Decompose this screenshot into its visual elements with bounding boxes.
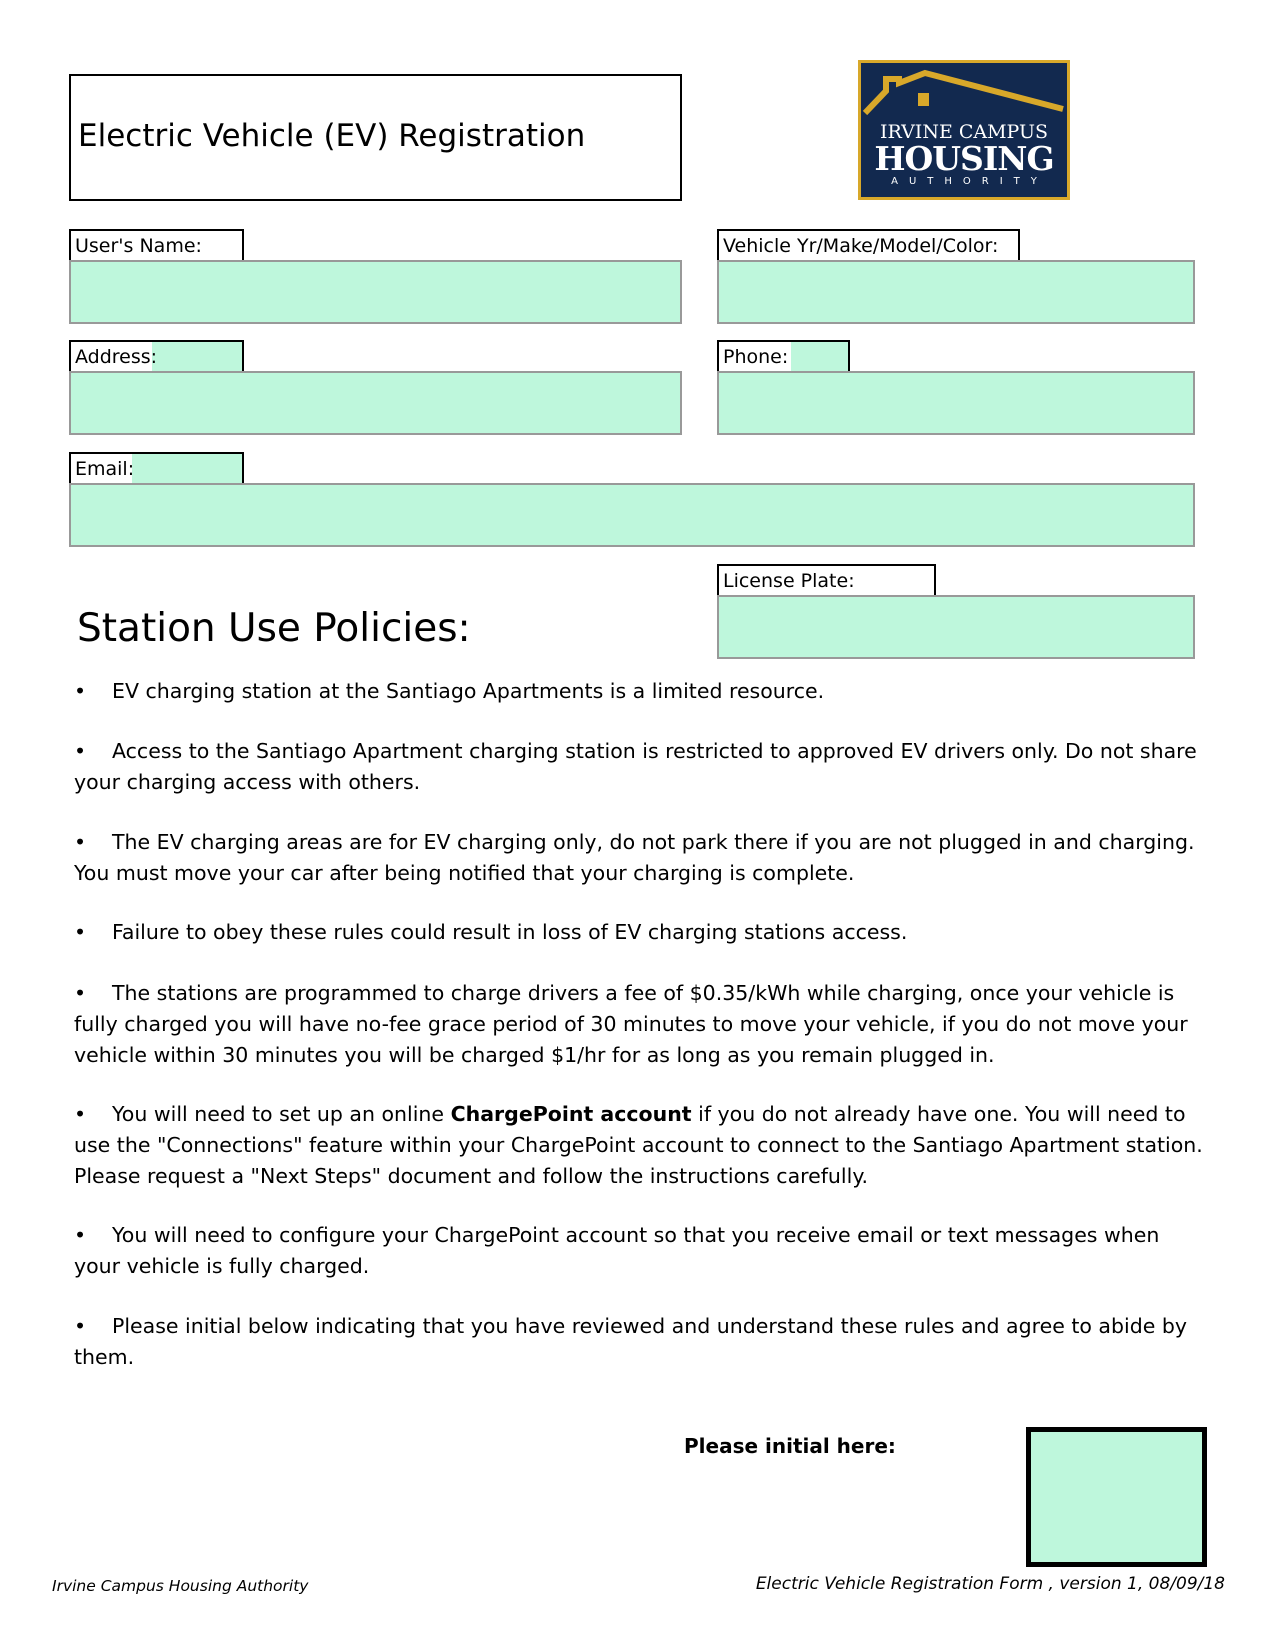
address-label-fill — [152, 342, 242, 371]
policy-item-7 — [74, 1220, 1204, 1282]
phone-label — [717, 340, 850, 373]
email-label — [69, 452, 244, 485]
bullet: • — [74, 920, 87, 944]
bullet: • — [74, 1223, 87, 1247]
users-name-label-text: User's Name: — [75, 235, 202, 257]
page-title: Electric Vehicle (EV) Registration — [78, 118, 586, 154]
policy-text-after: if you do not already have one. You will need to use the "Connections" feature within your ChargePoint account to connect to the Santiago Apartment station. Please request a "Next Steps" document and follow the instructions carefully. — [74, 1102, 1203, 1188]
policy-item-5 — [74, 978, 1204, 1071]
footer-right: Electric Vehicle Registration Form , version 1, 08/09/18 — [755, 1574, 1225, 1594]
bullet: • — [74, 830, 87, 854]
policy-text-before: You will need to set up an online — [112, 1102, 451, 1126]
bullet: • — [74, 981, 87, 1005]
bullet: • — [74, 1102, 87, 1126]
initial-label: Please initial here: — [684, 1434, 896, 1458]
policy-text: EV charging station at the Santiago Apartments is a limited resource. — [112, 679, 825, 703]
bullet: • — [74, 679, 87, 703]
policies-heading: Station Use Policies: — [77, 606, 471, 651]
users-name-label — [69, 229, 244, 262]
email-label-text: Email: — [75, 458, 135, 480]
title-box — [69, 74, 682, 201]
policy-item-3 — [74, 827, 1204, 889]
policy-text: Please initial below indicating that you have reviewed and understand these rules and agree to abide by them. — [74, 1314, 1187, 1369]
housing-authority-logo — [858, 60, 1070, 200]
policy-text: Failure to obey these rules could result in loss of EV charging stations access. — [112, 920, 908, 944]
policy-text: You will need to configure your ChargePoint account so that you receive email or text messages when your vehicle is fully charged. — [74, 1223, 1160, 1278]
vehicle-field[interactable] — [717, 260, 1195, 324]
policy-text: The stations are programmed to charge drivers a fee of $0.35/kWh while charging, once your vehicle is fully charged you will have no-fee grace period of 30 minutes to move your vehicle, if you do not move your vehicle within 30 minutes you will be charged $1/hr for as long as you remain plugged in. — [74, 981, 1188, 1067]
vehicle-label-text: Vehicle Yr/Make/Model/Color: — [723, 235, 999, 257]
users-name-field[interactable] — [69, 260, 682, 324]
address-label — [69, 340, 244, 373]
policy-text: The EV charging areas are for EV charging only, do not park there if you are not plugged in and charging. You must move your car after being notified that your charging is complete. — [74, 830, 1195, 885]
initial-field[interactable] — [1026, 1427, 1207, 1567]
logo-line-3: AUTHORITY — [891, 176, 1048, 187]
policy-item-4 — [74, 917, 1204, 948]
policy-item-6 — [74, 1099, 1204, 1192]
bullet: • — [74, 1314, 87, 1338]
address-field[interactable] — [69, 371, 682, 435]
license-plate-label — [717, 564, 936, 597]
license-plate-field[interactable] — [717, 595, 1195, 659]
phone-label-text: Phone: — [723, 346, 789, 368]
logo-line-2: HOUSING — [874, 139, 1054, 178]
logo-line-1: IRVINE CAMPUS — [879, 121, 1049, 143]
policy-item-2 — [74, 736, 1204, 798]
phone-label-fill — [791, 342, 848, 371]
chargepoint-account-emphasis: ChargePoint account — [450, 1102, 692, 1126]
bullet: • — [74, 739, 87, 763]
license-plate-label-text: License Plate: — [723, 570, 855, 592]
policy-item-1 — [74, 676, 1204, 707]
vehicle-label — [717, 229, 1020, 262]
address-label-text: Address: — [75, 346, 158, 368]
email-field[interactable] — [69, 483, 1195, 547]
policy-text: Access to the Santiago Apartment charging station is restricted to approved EV drivers only. Do not share your charging access with others. — [74, 739, 1197, 794]
footer-left: Irvine Campus Housing Authority — [52, 1577, 309, 1595]
email-label-fill — [132, 454, 242, 483]
policy-item-8 — [74, 1311, 1204, 1373]
phone-field[interactable] — [717, 371, 1195, 435]
